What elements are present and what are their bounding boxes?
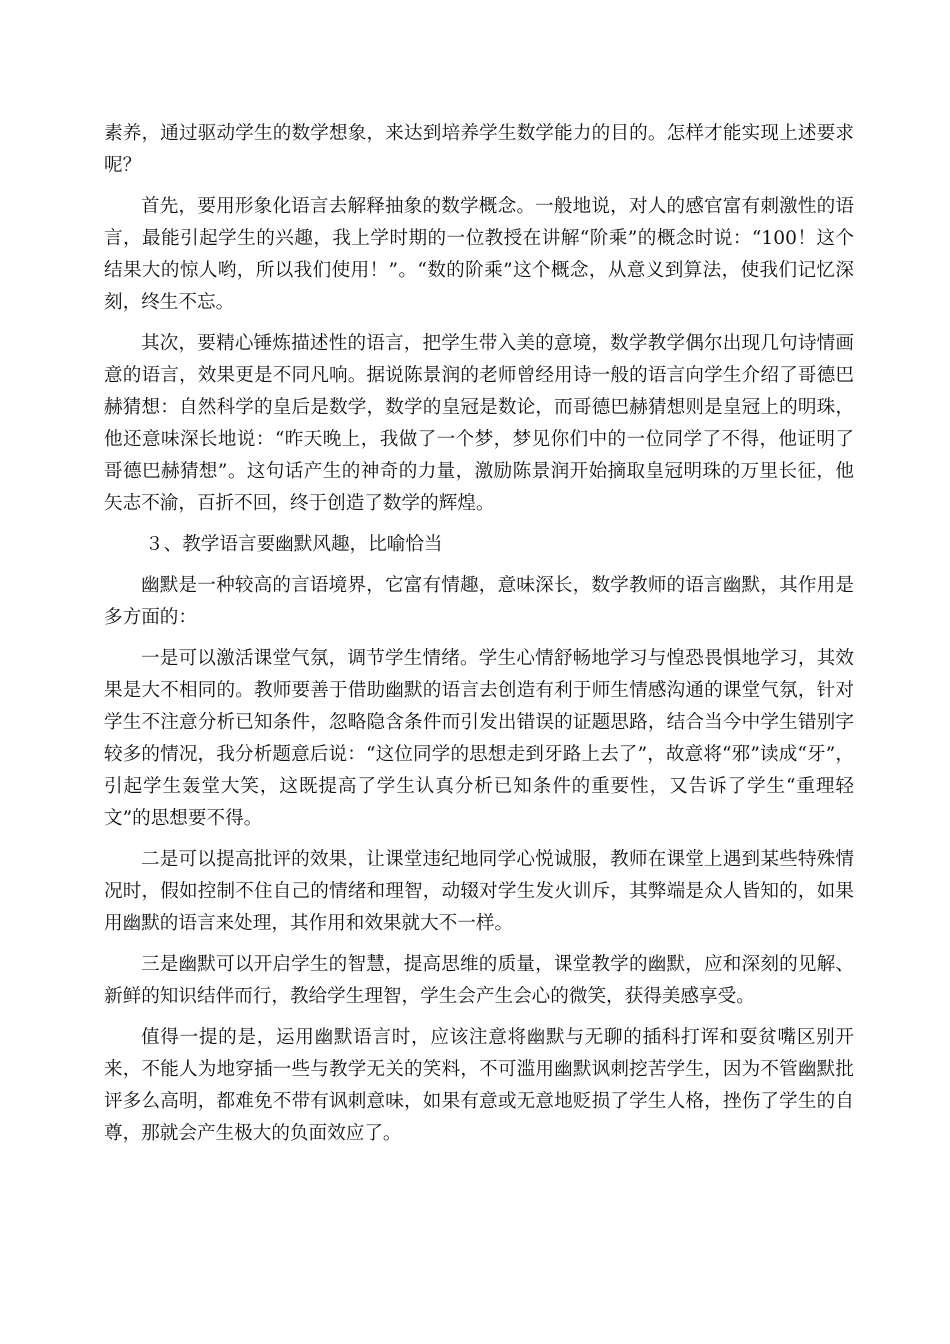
paragraph-point-two: 二是可以提高批评的效果，让课堂违纪地同学心悦诚服，教师在课堂上遇到某些特殊情况时，假如控制不住自己的情绪和理智，动辍对学生发火训斥，其弊端是众人皆知的，如果用幽默的语言来处理，其作用和效果就大不一样。	[104, 849, 854, 934]
paragraph-humor-intro: 幽默是一种较高的言语境界，它富有情趣，意味深长，数学教师的语言幽默，其作用是多方面的：	[104, 575, 854, 628]
document-body	[104, 118, 854, 1159]
paragraph-continuation: 素养，通过驱动学生的数学想象，来达到培养学生数学能力的目的。怎样才能实现上述要求呢？	[104, 123, 854, 176]
paragraph-caution: 值得一提的是，运用幽默语言时，应该注意将幽默与无聊的插科打诨和耍贫嘴区别开来，不能人为地穿插一些与教学无关的笑料，不可滥用幽默讽刺挖苦学生，因为不管幽默批评多么高明，都难免不带有讽刺意味，如果有意或无意地贬损了学生人格，挫伤了学生的自尊，那就会产生极大的负面效应了。	[104, 1027, 854, 1144]
paragraph-point-one: 一是可以激活课堂气氛，调节学生情绪。学生心情舒畅地学习与惶恐畏惧地学习，其效果是大不相同的。教师要善于借助幽默的语言去创造有利于师生情感沟通的课堂气氛，针对学生不注意分析已知条件，忽略隐含条件而引发出错误的证题思路，结合当今中学生错别字较多的情况，我分析题意后说：“这位同学的思想走到牙路上去了”，故意将“邪”读成“牙”，引起学生轰堂大笑，这既提高了学生认真分析已知条件的重要性，又告诉了学生“重理轻文”的思想要不得。	[104, 648, 854, 829]
paragraph-first: 首先，要用形象化语言去解释抽象的数学概念。一般地说，对人的感官富有刺激性的语言，最能引起学生的兴趣，我上学时期的一位教授在讲解“阶乘”的概念时说：“100！这个结果大的惊人哟，所以我们使用！”。“数的阶乘”这个概念，从意义到算法，使我们记忆深刻，终生不忘。	[104, 196, 854, 313]
section-heading: ３、教学语言要幽默风趣，比喻恰当	[145, 534, 443, 555]
paragraph-second: 其次，要精心锤炼描述性的语言，把学生带入美的意境，数学教学偶尔出现几句诗情画意的语言，效果更是不同凡响。据说陈景润的老师曾经用诗一般的语言向学生介绍了哥德巴赫猜想：自然科学的皇后是数学，数学的皇冠是数论，而哥德巴赫猜想则是皇冠上的明珠，他还意味深长地说：“昨天晚上，我做了一个梦，梦见你们中的一位同学了不得，他证明了哥德巴赫猜想”。这句话产生的神奇的力量，激励陈景润开始摘取皇冠明珠的万里长征，他矢志不渝，百折不回，终于创造了数学的辉煌。	[104, 333, 854, 514]
paragraph-point-three: 三是幽默可以开启学生的智慧，提高思维的质量，课堂教学的幽默，应和深刻的见解、新鲜的知识结伴而行，教给学生理智，学生会产生会心的微笑，获得美感享受。	[104, 954, 854, 1007]
